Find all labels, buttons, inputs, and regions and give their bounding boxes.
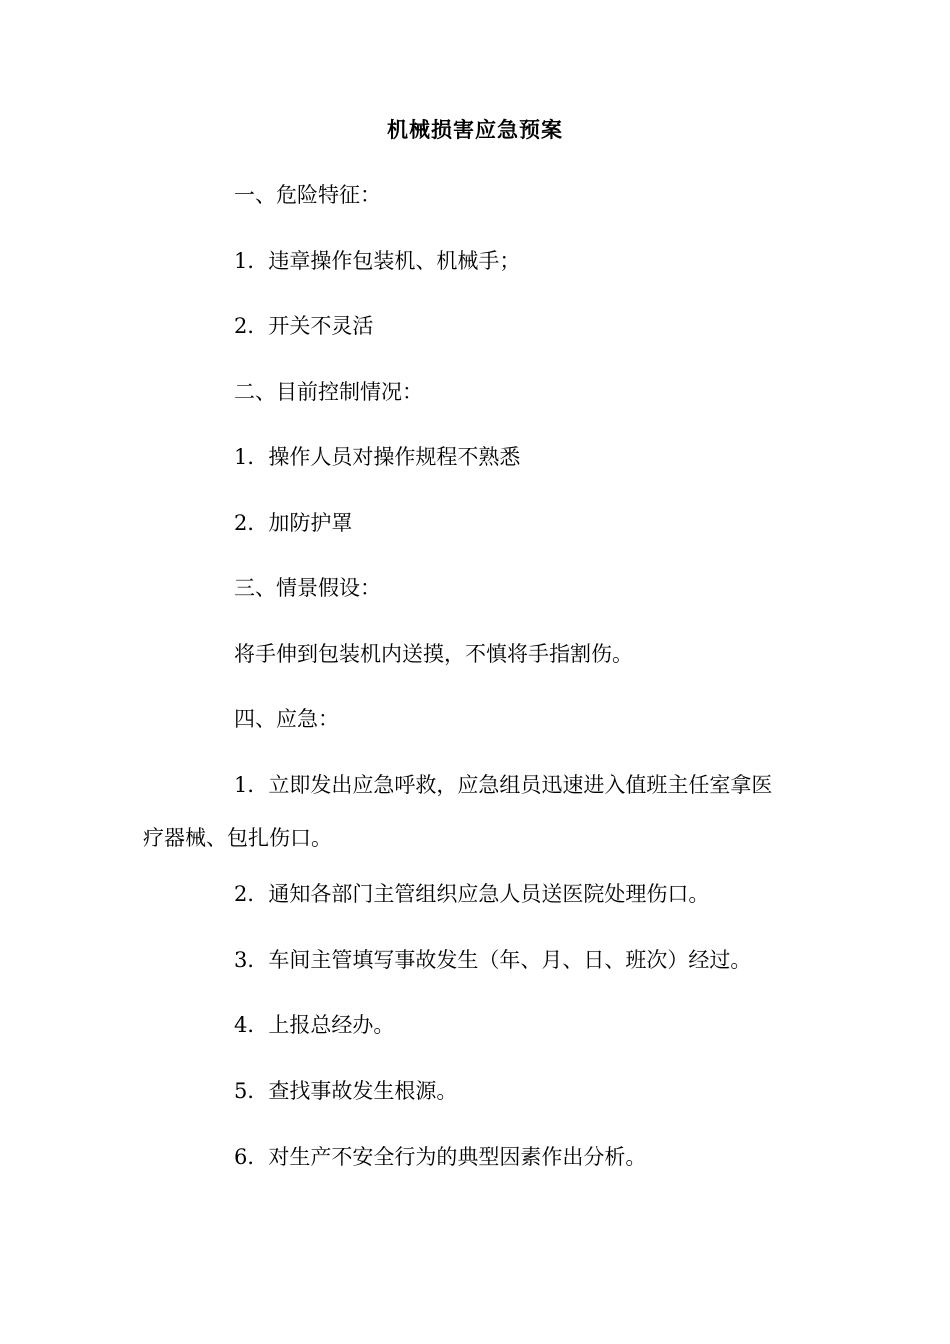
hazard-item-1: 1．违章操作包装机、机械手； (234, 249, 521, 273)
section-heading-emergency: 四、应急： (234, 707, 339, 731)
document-title: 机械损害应急预案 (387, 117, 563, 142)
emergency-item-4: 4．上报总经办。 (234, 1013, 395, 1037)
scenario-text: 将手伸到包装机内送摸，不慎将手指割伤。 (234, 642, 633, 666)
emergency-item-3: 3．车间主管填写事故发生（年、月、日、班次）经过。 (234, 948, 752, 972)
emergency-item-2: 2．通知各部门主管组织应急人员送医院处理伤口。 (234, 882, 710, 906)
emergency-item-5: 5．查找事故发生根源。 (234, 1079, 458, 1103)
section-heading-control: 二、目前控制情况： (234, 380, 423, 404)
hazard-item-2: 2．开关不灵活 (234, 314, 374, 338)
section-heading-scenario: 三、情景假设： (234, 576, 381, 600)
control-item-1: 1．操作人员对操作规程不熟悉 (234, 445, 521, 469)
emergency-item-1-line-2: 疗器械、包扎伤口。 (143, 826, 332, 850)
emergency-item-6: 6．对生产不安全行为的典型因素作出分析。 (234, 1145, 647, 1169)
control-item-2: 2．加防护罩 (234, 511, 353, 535)
section-heading-hazard: 一、危险特征： (234, 183, 381, 207)
emergency-item-1-line-1: 1．立即发出应急呼救，应急组员迅速进入值班主任室拿医 (234, 773, 773, 797)
emergency-item-1 (143, 771, 823, 852)
